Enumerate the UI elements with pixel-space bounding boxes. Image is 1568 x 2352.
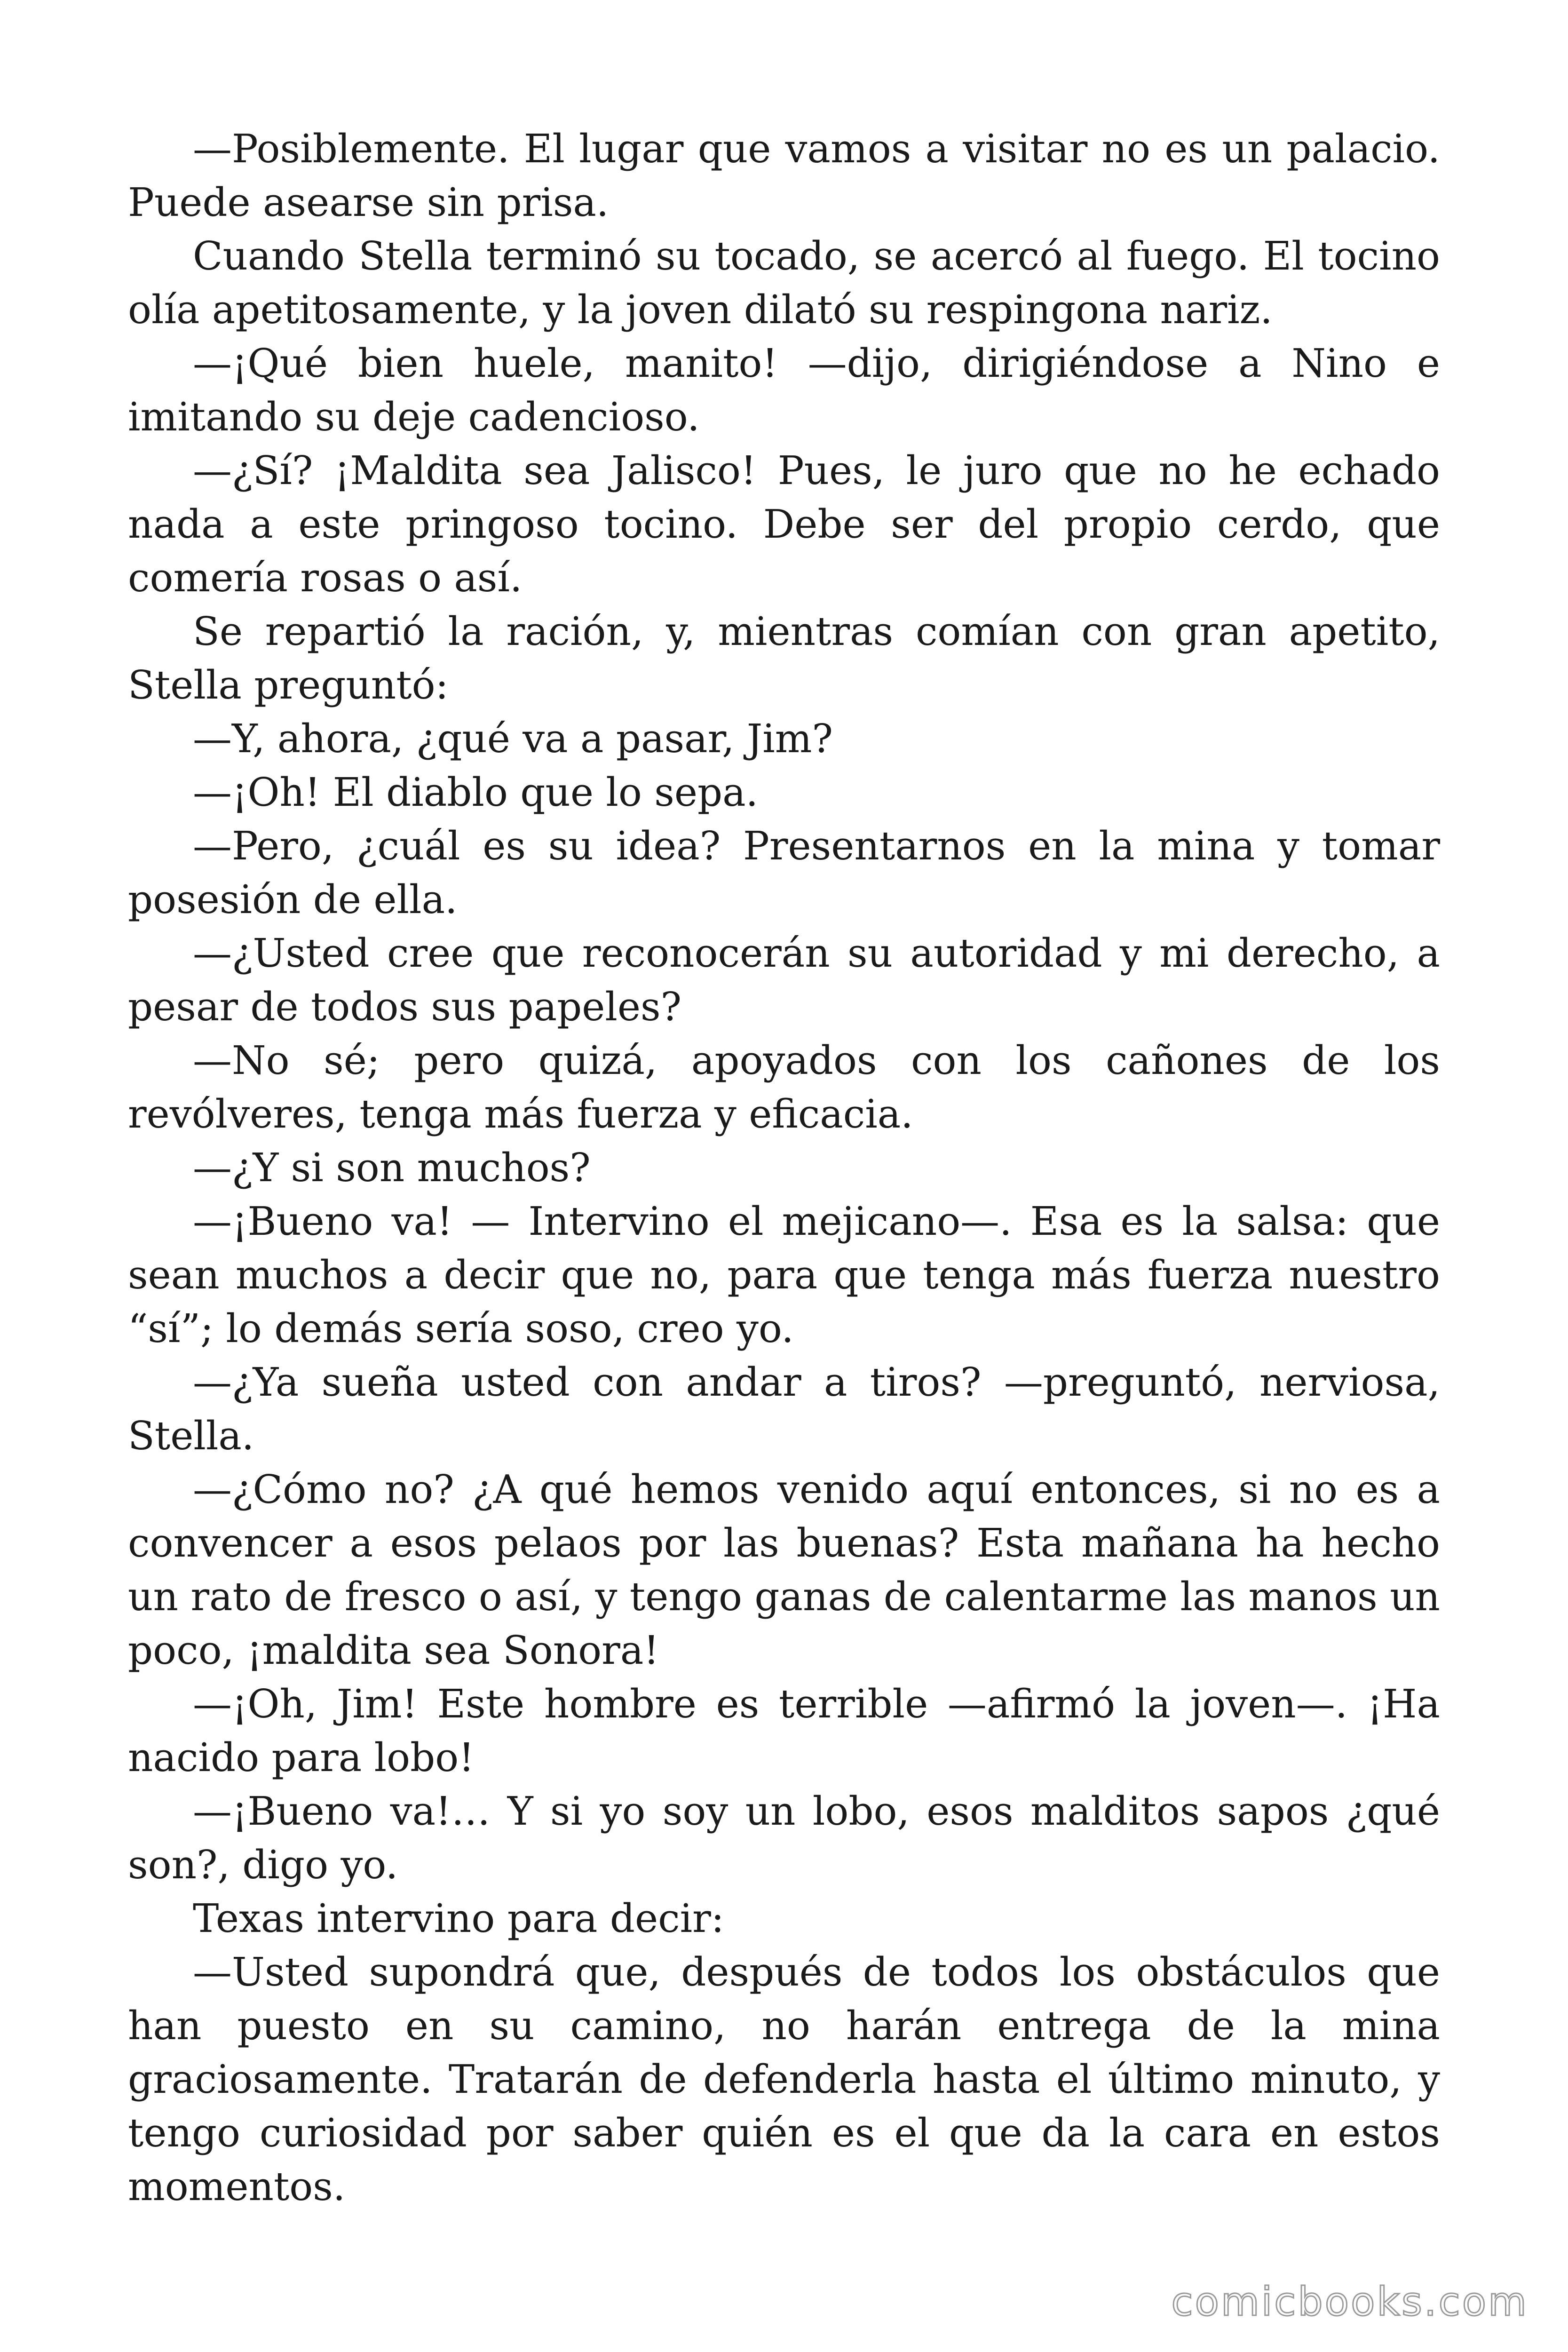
paragraph: —No sé; pero quizá, apoyados con los cañones de los revólveres, tenga más fuerza y eficacia. [128,1038,1440,1137]
paragraph: —¡Bueno va! — Intervino el mejicano—. Esa es la salsa: que sean muchos a decir que no, para que tenga más fuerza nuestro “sí”; lo demás sería soso, creo yo. [128,1199,1440,1351]
paragraph: —¡Oh! El diablo que lo sepa. [193,770,759,815]
paragraph: —¿Y si son muchos? [193,1145,591,1191]
paragraph: —¿Cómo no? ¿A qué hemos venido aquí entonces, si no es a convencer a esos pelaos por las buenas? Esta mañana ha hecho un rato de fresco o así, y tengo ganas de calentarme las manos un poco, ¡maldita sea Sonora! [128,1467,1440,1673]
paragraph: Texas intervino para decir: [193,1896,724,1941]
paragraph: —Posiblemente. El lugar que vamos a visitar no es un palacio. Puede asearse sin prisa. [128,126,1440,225]
paragraph: —Y, ahora, ¿qué va a pasar, Jim? [193,716,833,762]
paragraph: —Pero, ¿cuál es su idea? Presentarnos en la mina y tomar posesión de ella. [128,823,1440,922]
body-text [128,122,1440,2214]
paragraph: —¿Ya sueña usted con andar a tiros? —preguntó, nerviosa, Stella. [128,1359,1440,1459]
paragraph: —¡Oh, Jim! Este hombre es terrible —afirmó la joven—. ¡Ha nacido para lobo! [128,1681,1440,1780]
paragraph: Cuando Stella terminó su tocado, se acercó al fuego. El tocino olía apetitosamente, y la joven dilató su respingona nariz. [128,233,1440,333]
watermark-text: comicbooks.com [1171,2279,1528,2325]
paragraph: —¡Bueno va!… Y si yo soy un lobo, esos malditos sapos ¿qué son?, digo yo. [128,1788,1440,1888]
paragraph: —¡Qué bien huele, manito! —dijo, dirigiéndose a Nino e imitando su deje cadencioso. [128,341,1440,440]
paragraph: —¿Usted cree que reconocerán su autoridad y mi derecho, a pesar de todos sus papeles? [128,930,1440,1030]
paragraph: —¿Sí? ¡Maldita sea Jalisco! Pues, le juro que no he echado nada a este pringoso tocino. Debe ser del propio cerdo, que comería rosas o así. [128,448,1440,601]
paragraph: —Usted supondrá que, después de todos los obstáculos que han puesto en su camino, no harán entrega de la mina graciosamente. Tratarán de defenderla hasta el último minuto, y tengo curiosidad por saber quién es el que da la cara en estos momentos. [128,1949,1440,2209]
paragraph: Se repartió la ración, y, mientras comían con gran apetito, Stella preguntó: [128,609,1440,708]
